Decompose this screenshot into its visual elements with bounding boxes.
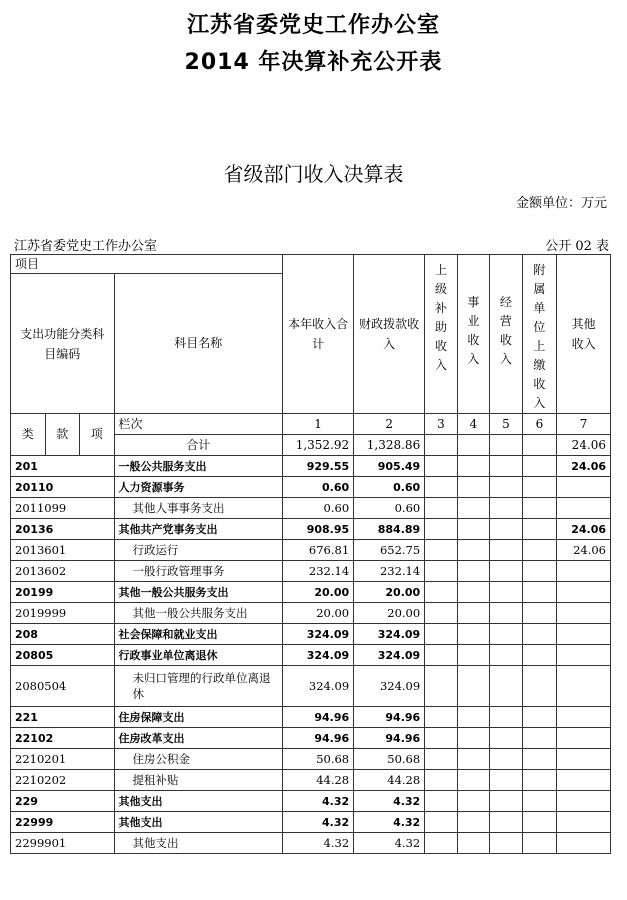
row-c4 bbox=[457, 582, 489, 603]
row-c7 bbox=[557, 666, 611, 707]
row-code: 2080504 bbox=[11, 666, 115, 707]
row-name: 其他支出 bbox=[114, 791, 283, 812]
row-c1: 20.00 bbox=[283, 603, 354, 624]
col-num-1: 1 bbox=[283, 414, 354, 435]
row-c7 bbox=[557, 728, 611, 749]
row-c4 bbox=[457, 477, 489, 498]
row-c3 bbox=[425, 770, 457, 791]
row-c2: 4.32 bbox=[354, 812, 425, 833]
row-c7 bbox=[557, 791, 611, 812]
row-c3 bbox=[425, 791, 457, 812]
row-c1: 908.95 bbox=[283, 519, 354, 540]
row-c1: 50.68 bbox=[283, 749, 354, 770]
row-code: 2019999 bbox=[11, 603, 115, 624]
header-col1: 本年收入合计 bbox=[283, 255, 354, 414]
row-c3 bbox=[425, 477, 457, 498]
row-c4 bbox=[457, 519, 489, 540]
total-c7: 24.06 bbox=[557, 435, 611, 456]
row-code: 20199 bbox=[11, 582, 115, 603]
header-item: 项目 bbox=[11, 255, 283, 274]
row-name: 住房改革支出 bbox=[114, 728, 283, 749]
row-c7: 24.06 bbox=[557, 519, 611, 540]
header-lanci: 栏次 bbox=[114, 414, 283, 435]
table-row bbox=[11, 603, 611, 624]
row-c7 bbox=[557, 645, 611, 666]
table-row bbox=[11, 582, 611, 603]
row-c2: 0.60 bbox=[354, 477, 425, 498]
form-number: 公开 02 表 bbox=[545, 239, 609, 254]
row-name: 住房保障支出 bbox=[114, 707, 283, 728]
row-c4 bbox=[457, 603, 489, 624]
unit-label: 金额单位：万元 bbox=[515, 196, 607, 211]
document-title-line2: 2014 年决算补充公开表 bbox=[184, 50, 443, 75]
row-c7 bbox=[557, 477, 611, 498]
header-xiang: 项 bbox=[80, 414, 115, 456]
row-c2: 0.60 bbox=[354, 498, 425, 519]
row-code: 22102 bbox=[11, 728, 115, 749]
row-c2: 20.00 bbox=[354, 603, 425, 624]
row-c5 bbox=[490, 666, 522, 707]
organization-name: 江苏省委党史工作办公室 bbox=[14, 239, 158, 254]
row-c2: 905.49 bbox=[354, 456, 425, 477]
row-c3 bbox=[425, 540, 457, 561]
row-c3 bbox=[425, 707, 457, 728]
col-num-3: 3 bbox=[425, 414, 457, 435]
table-row bbox=[11, 561, 611, 582]
row-c6 bbox=[522, 728, 557, 749]
header-code: 支出功能分类科目编码 bbox=[11, 274, 115, 414]
row-c1: 324.09 bbox=[283, 666, 354, 707]
col-num-5: 5 bbox=[490, 414, 522, 435]
row-c1: 324.09 bbox=[283, 624, 354, 645]
table-row bbox=[11, 666, 611, 707]
table-row bbox=[11, 833, 611, 854]
row-code: 2013601 bbox=[11, 540, 115, 561]
header-lei: 类 bbox=[11, 414, 46, 456]
row-code: 221 bbox=[11, 707, 115, 728]
row-c3 bbox=[425, 603, 457, 624]
row-name: 其他支出 bbox=[114, 833, 283, 854]
row-c2: 94.96 bbox=[354, 707, 425, 728]
row-c6 bbox=[522, 540, 557, 561]
table-row bbox=[11, 791, 611, 812]
table-row bbox=[11, 707, 611, 728]
row-code: 2210202 bbox=[11, 770, 115, 791]
row-name: 人力资源事务 bbox=[114, 477, 283, 498]
row-c5 bbox=[490, 519, 522, 540]
row-c4 bbox=[457, 666, 489, 707]
header-kuan: 款 bbox=[45, 414, 80, 456]
row-c3 bbox=[425, 624, 457, 645]
row-code: 22999 bbox=[11, 812, 115, 833]
row-c6 bbox=[522, 603, 557, 624]
row-c6 bbox=[522, 707, 557, 728]
row-c3 bbox=[425, 833, 457, 854]
row-c6 bbox=[522, 812, 557, 833]
row-c7 bbox=[557, 833, 611, 854]
header-col2: 财政拨款收入 bbox=[354, 255, 425, 414]
row-name: 提租补贴 bbox=[114, 770, 283, 791]
col-num-6: 6 bbox=[522, 414, 557, 435]
total-label: 合计 bbox=[114, 435, 283, 456]
row-c1: 94.96 bbox=[283, 728, 354, 749]
row-code: 20805 bbox=[11, 645, 115, 666]
total-c2: 1,328.86 bbox=[354, 435, 425, 456]
row-c3 bbox=[425, 645, 457, 666]
row-c6 bbox=[522, 456, 557, 477]
row-c1: 929.55 bbox=[283, 456, 354, 477]
row-code: 2011099 bbox=[11, 498, 115, 519]
row-code: 20110 bbox=[11, 477, 115, 498]
row-code: 201 bbox=[11, 456, 115, 477]
row-c6 bbox=[522, 791, 557, 812]
row-c6 bbox=[522, 561, 557, 582]
row-c6 bbox=[522, 498, 557, 519]
row-c3 bbox=[425, 749, 457, 770]
row-c3 bbox=[425, 519, 457, 540]
row-c6 bbox=[522, 833, 557, 854]
row-c5 bbox=[490, 645, 522, 666]
row-c5 bbox=[490, 812, 522, 833]
row-c1: 4.32 bbox=[283, 812, 354, 833]
row-c4 bbox=[457, 791, 489, 812]
row-c5 bbox=[490, 770, 522, 791]
row-c5 bbox=[490, 833, 522, 854]
row-c5 bbox=[490, 624, 522, 645]
row-name: 其他一般公共服务支出 bbox=[114, 603, 283, 624]
row-c2: 324.09 bbox=[354, 624, 425, 645]
row-c1: 4.32 bbox=[283, 833, 354, 854]
row-name: 其他共产党事务支出 bbox=[114, 519, 283, 540]
row-code: 2299901 bbox=[11, 833, 115, 854]
income-table bbox=[10, 254, 611, 854]
row-code: 208 bbox=[11, 624, 115, 645]
row-c7: 24.06 bbox=[557, 456, 611, 477]
row-c2: 44.28 bbox=[354, 770, 425, 791]
row-c5 bbox=[490, 728, 522, 749]
row-c4 bbox=[457, 707, 489, 728]
row-name: 行政运行 bbox=[114, 540, 283, 561]
row-c2: 324.09 bbox=[354, 666, 425, 707]
row-c7 bbox=[557, 812, 611, 833]
row-c2: 652.75 bbox=[354, 540, 425, 561]
row-name: 未归口管理的行政单位离退休 bbox=[114, 666, 283, 707]
row-c4 bbox=[457, 812, 489, 833]
table-row bbox=[11, 624, 611, 645]
row-c5 bbox=[490, 456, 522, 477]
row-c4 bbox=[457, 498, 489, 519]
row-c2: 20.00 bbox=[354, 582, 425, 603]
row-c2: 50.68 bbox=[354, 749, 425, 770]
row-c3 bbox=[425, 456, 457, 477]
row-c1: 232.14 bbox=[283, 561, 354, 582]
row-c5 bbox=[490, 603, 522, 624]
row-c4 bbox=[457, 833, 489, 854]
row-c6 bbox=[522, 519, 557, 540]
row-c3 bbox=[425, 812, 457, 833]
row-c1: 676.81 bbox=[283, 540, 354, 561]
row-c2: 4.32 bbox=[354, 833, 425, 854]
row-c6 bbox=[522, 582, 557, 603]
table-row bbox=[11, 519, 611, 540]
row-c2: 324.09 bbox=[354, 645, 425, 666]
table-row bbox=[11, 540, 611, 561]
table-row bbox=[11, 812, 611, 833]
header-col7: 其他收入 bbox=[557, 255, 611, 414]
row-c7 bbox=[557, 624, 611, 645]
col-num-4: 4 bbox=[457, 414, 489, 435]
row-c1: 94.96 bbox=[283, 707, 354, 728]
row-c3 bbox=[425, 498, 457, 519]
table-row bbox=[11, 770, 611, 791]
row-c7 bbox=[557, 582, 611, 603]
row-c2: 4.32 bbox=[354, 791, 425, 812]
row-c7 bbox=[557, 749, 611, 770]
row-c4 bbox=[457, 645, 489, 666]
table-row bbox=[11, 749, 611, 770]
row-c4 bbox=[457, 749, 489, 770]
row-c4 bbox=[457, 456, 489, 477]
row-c5 bbox=[490, 477, 522, 498]
total-c1: 1,352.92 bbox=[283, 435, 354, 456]
row-c7 bbox=[557, 707, 611, 728]
document-title: 江苏省委党史工作办公室 bbox=[186, 13, 440, 38]
row-c4 bbox=[457, 624, 489, 645]
header-col6: 附属单位上缴收入 bbox=[522, 255, 557, 414]
header-col3: 上级补助收入 bbox=[425, 255, 457, 414]
row-code: 2013602 bbox=[11, 561, 115, 582]
table-row bbox=[11, 645, 611, 666]
row-c7 bbox=[557, 561, 611, 582]
col-num-2: 2 bbox=[354, 414, 425, 435]
row-c6 bbox=[522, 749, 557, 770]
row-c4 bbox=[457, 540, 489, 561]
header-name: 科目名称 bbox=[114, 274, 283, 414]
row-c1: 44.28 bbox=[283, 770, 354, 791]
row-c2: 884.89 bbox=[354, 519, 425, 540]
row-c7 bbox=[557, 770, 611, 791]
row-c5 bbox=[490, 582, 522, 603]
row-c6 bbox=[522, 666, 557, 707]
row-c7 bbox=[557, 498, 611, 519]
row-c5 bbox=[490, 791, 522, 812]
row-name: 其他人事事务支出 bbox=[114, 498, 283, 519]
col-num-7: 7 bbox=[557, 414, 611, 435]
row-name: 其他一般公共服务支出 bbox=[114, 582, 283, 603]
row-c7 bbox=[557, 603, 611, 624]
row-name: 其他支出 bbox=[114, 812, 283, 833]
row-c1: 0.60 bbox=[283, 477, 354, 498]
table-row bbox=[11, 456, 611, 477]
row-c5 bbox=[490, 498, 522, 519]
row-c6 bbox=[522, 770, 557, 791]
row-c3 bbox=[425, 728, 457, 749]
row-c3 bbox=[425, 561, 457, 582]
row-c1: 0.60 bbox=[283, 498, 354, 519]
row-c7: 24.06 bbox=[557, 540, 611, 561]
row-code: 20136 bbox=[11, 519, 115, 540]
row-c5 bbox=[490, 749, 522, 770]
table-row bbox=[11, 477, 611, 498]
row-c4 bbox=[457, 770, 489, 791]
row-c2: 232.14 bbox=[354, 561, 425, 582]
row-c3 bbox=[425, 666, 457, 707]
row-c5 bbox=[490, 540, 522, 561]
row-c4 bbox=[457, 561, 489, 582]
row-name: 行政事业单位离退休 bbox=[114, 645, 283, 666]
row-name: 社会保障和就业支出 bbox=[114, 624, 283, 645]
row-c6 bbox=[522, 477, 557, 498]
row-c6 bbox=[522, 624, 557, 645]
row-code: 2210201 bbox=[11, 749, 115, 770]
row-c1: 324.09 bbox=[283, 645, 354, 666]
table-title: 省级部门收入决算表 bbox=[223, 162, 404, 186]
row-c2: 94.96 bbox=[354, 728, 425, 749]
header-col5: 经营收入 bbox=[490, 255, 522, 414]
row-code: 229 bbox=[11, 791, 115, 812]
row-name: 一般公共服务支出 bbox=[114, 456, 283, 477]
row-c3 bbox=[425, 582, 457, 603]
row-c6 bbox=[522, 645, 557, 666]
row-c1: 20.00 bbox=[283, 582, 354, 603]
row-c1: 4.32 bbox=[283, 791, 354, 812]
row-c5 bbox=[490, 561, 522, 582]
table-row bbox=[11, 728, 611, 749]
table-row bbox=[11, 498, 611, 519]
header-col4: 事业收入 bbox=[457, 255, 489, 414]
row-c5 bbox=[490, 707, 522, 728]
row-c4 bbox=[457, 728, 489, 749]
row-name: 住房公积金 bbox=[114, 749, 283, 770]
row-name: 一般行政管理事务 bbox=[114, 561, 283, 582]
